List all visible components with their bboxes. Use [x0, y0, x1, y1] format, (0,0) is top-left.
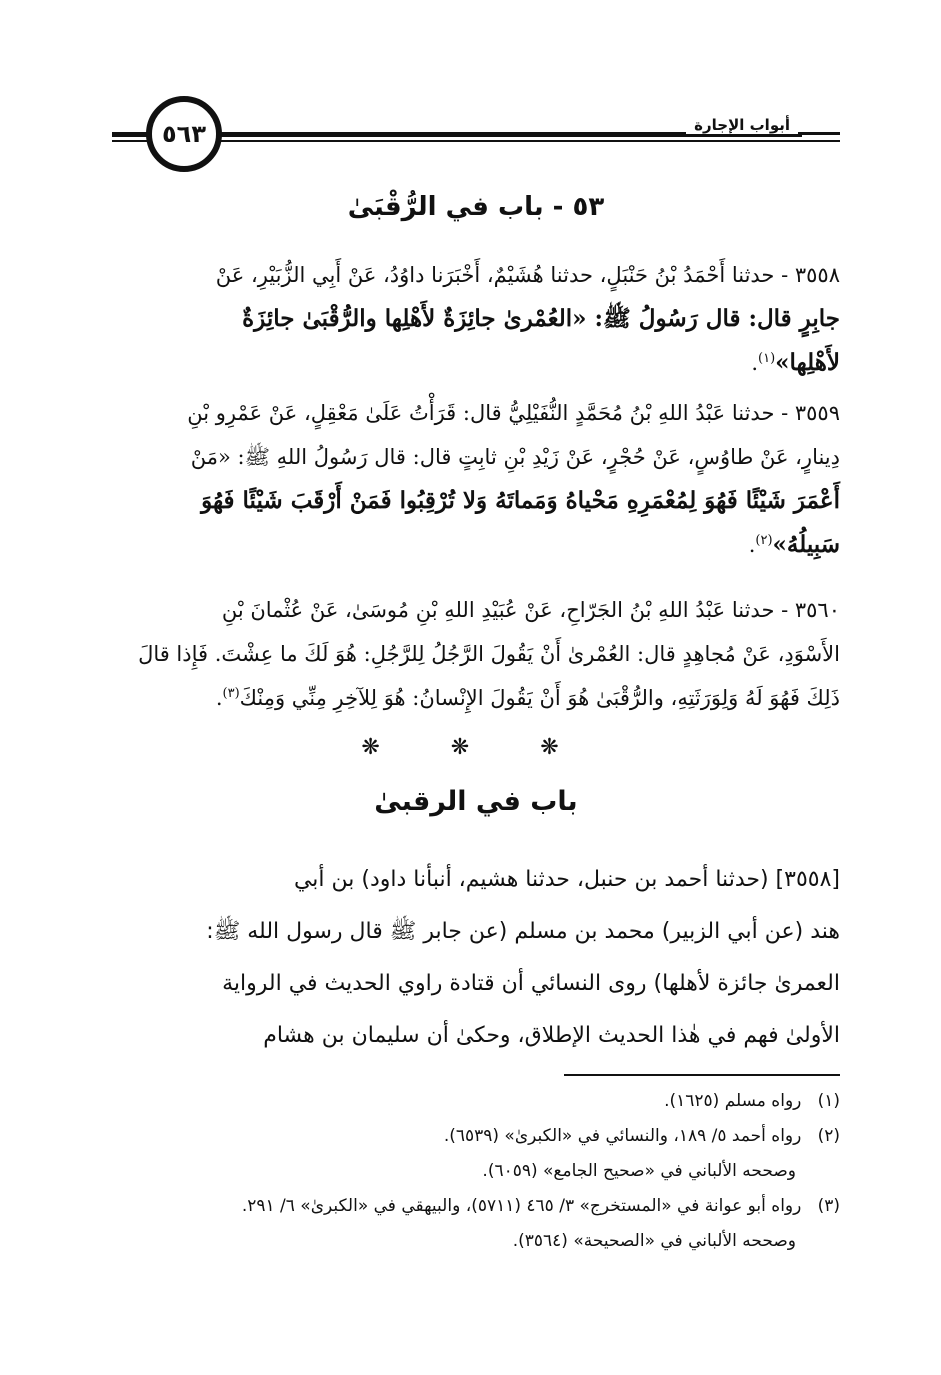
footnote-ref: (٢)	[755, 533, 773, 548]
page-number: ٥٦٣	[146, 96, 222, 172]
footnote-2	[112, 1119, 840, 1154]
footnote-3-continuation: وصححه الألباني في «الصحيحة» (٣٥٦٤).	[512, 1231, 796, 1251]
footnote-marker: (٣)	[817, 1196, 840, 1216]
hadith-line-last: سَبِيلُهُ»$^{(٢)}$.	[748, 531, 840, 558]
footnote-1	[112, 1084, 840, 1119]
footnote-3	[112, 1189, 840, 1224]
footnote-text: رواه أحمد ٥/ ١٨٩، والنسائي في «الكبرىٰ» (٦٥٣٩).	[443, 1126, 802, 1146]
page-header	[112, 92, 840, 172]
footnote-ref: (١)	[758, 351, 776, 366]
hadith-3559	[112, 391, 840, 567]
header-rule-right-top	[798, 132, 840, 135]
commentary-heading: باب في الرقبىٰ	[374, 786, 578, 817]
header-rule-right-bottom	[798, 140, 840, 142]
section-separator: ❋ ❋ ❋	[361, 735, 591, 760]
hadith-line: الأَسْوَدِ، عَنْ مُجاهِدٍ قال: العُمْرىٰ أَنْ يَقُولَ الرَّجُلُ لِلرَّجُلِ: هُوَ لَكَ ما عِشْتَ. فَإِذا قالَ	[138, 642, 840, 666]
commentary-line: الأولىٰ فهم في هٰذا الحديث الإطلاق، وحكىٰ أن سليمان بن هشام	[263, 1023, 840, 1048]
hadith-text: لأَهْلِها»	[775, 349, 840, 376]
commentary-body	[112, 854, 840, 1062]
hadith-line: ٣٥٦٠ - حدثنا عَبْدُ اللهِ بْنُ الجَرّاحِ، عَنْ عُبَيْدِ اللهِ بْنِ مُوسَىٰ، عَنْ عُثْمانَ بْنِ	[221, 598, 840, 622]
hadith-3560	[112, 588, 840, 720]
commentary-line: هند (عن أبي الزبير) محمد بن مسلم (عن جابر ﷺ قال رسول الله ﷺ:	[206, 919, 840, 944]
hadith-text: سَبِيلُهُ»	[772, 531, 840, 558]
hadith-line-last: لأَهْلِها»$^{(١)}$.	[751, 349, 840, 376]
footnote-2-continuation: وصححه الألباني في «صحيح الجامع» (٦٠٥٩).	[482, 1161, 796, 1181]
chapter-heading: ٥٣ - باب في الرُّقْبَىٰ	[347, 192, 605, 222]
hadith-3558	[112, 253, 840, 385]
hadith-line: دِينارٍ، عَنْ طاوُسٍ، عَنْ حُجْرٍ، عَنْ زَيْدِ بْنِ ثابِتٍ قال: قال رَسُولُ اللهِ ﷺ: «مَنْ	[190, 445, 840, 469]
footnote-text: رواه أبو عوانة في «المستخرج» ٣/ ٤٦٥ (٥٧١١)، والبيهقي في «الكبرىٰ» ٦/ ٢٩١.	[241, 1196, 802, 1216]
footnote-rule	[564, 1074, 840, 1076]
hadith-line: ٣٥٥٨ - حدثنا أَحْمَدُ بْنُ حَنْبَلٍ، حدثنا هُشَيْمٌ، أَخْبَرَنا داوُدُ، عَنْ أَبِي الزُّبَيْرِ، عَنْ	[215, 263, 840, 287]
running-title: أبواب الإجارة	[686, 116, 798, 134]
hadith-line: جابِرٍ قال: قال رَسُولُ ﷺ: «العُمْرىٰ جائِزَةٌ لأَهْلِها والرُّقْبَىٰ جائِزَةٌ	[242, 305, 840, 332]
footnote-marker: (٢)	[817, 1126, 840, 1146]
footnote-ref: (٣)	[222, 686, 240, 701]
commentary-line: العمرىٰ جائزة لأهلها) روى النسائي أن قتادة راوي الحديث في الرواية	[222, 971, 840, 996]
footnote-marker: (١)	[817, 1091, 840, 1111]
footnotes	[112, 1084, 840, 1259]
hadith-text: ذَلِكَ فَهُوَ لَهُ وَلِوَرَثَتِهِ، والرُّقْبَىٰ هُوَ أَنْ يَقُولَ الإِنْسانُ: هُوَ لِلآخِرِ مِنِّي وَمِنْكَ	[239, 686, 840, 710]
commentary-line: [٣٥٥٨] (حدثنا أحمد بن حنبل، حدثنا هشيم، أنبأنا داود) بن أبي	[293, 867, 840, 892]
hadith-line: أَعْمَرَ شَيْئًا فَهُوَ لِمُعْمَرِهِ مَحْياهُ وَمَماتَهُ وَلا تُرْقِبُوا فَمَنْ أَرْقَبَ شَيْئًا فَهُوَ	[201, 487, 840, 514]
hadith-line: ٣٥٥٩ - حدثنا عَبْدُ اللهِ بْنُ مُحَمَّدٍ النُّفَيْلِيُّ قال: قَرَأْتُ عَلَىٰ مَعْقِلٍ، عَنْ عَمْرِو بْنِ	[187, 401, 840, 425]
footnote-text: رواه مسلم (١٦٢٥).	[664, 1091, 802, 1111]
hadith-line-last: ذَلِكَ فَهُوَ لَهُ وَلِوَرَثَتِهِ، والرُّقْبَىٰ هُوَ أَنْ يَقُولَ الإِنْسانُ: هُوَ لِلآخِرِ مِنِّي وَمِنْكَ$^{(٣)}$.	[215, 686, 840, 710]
